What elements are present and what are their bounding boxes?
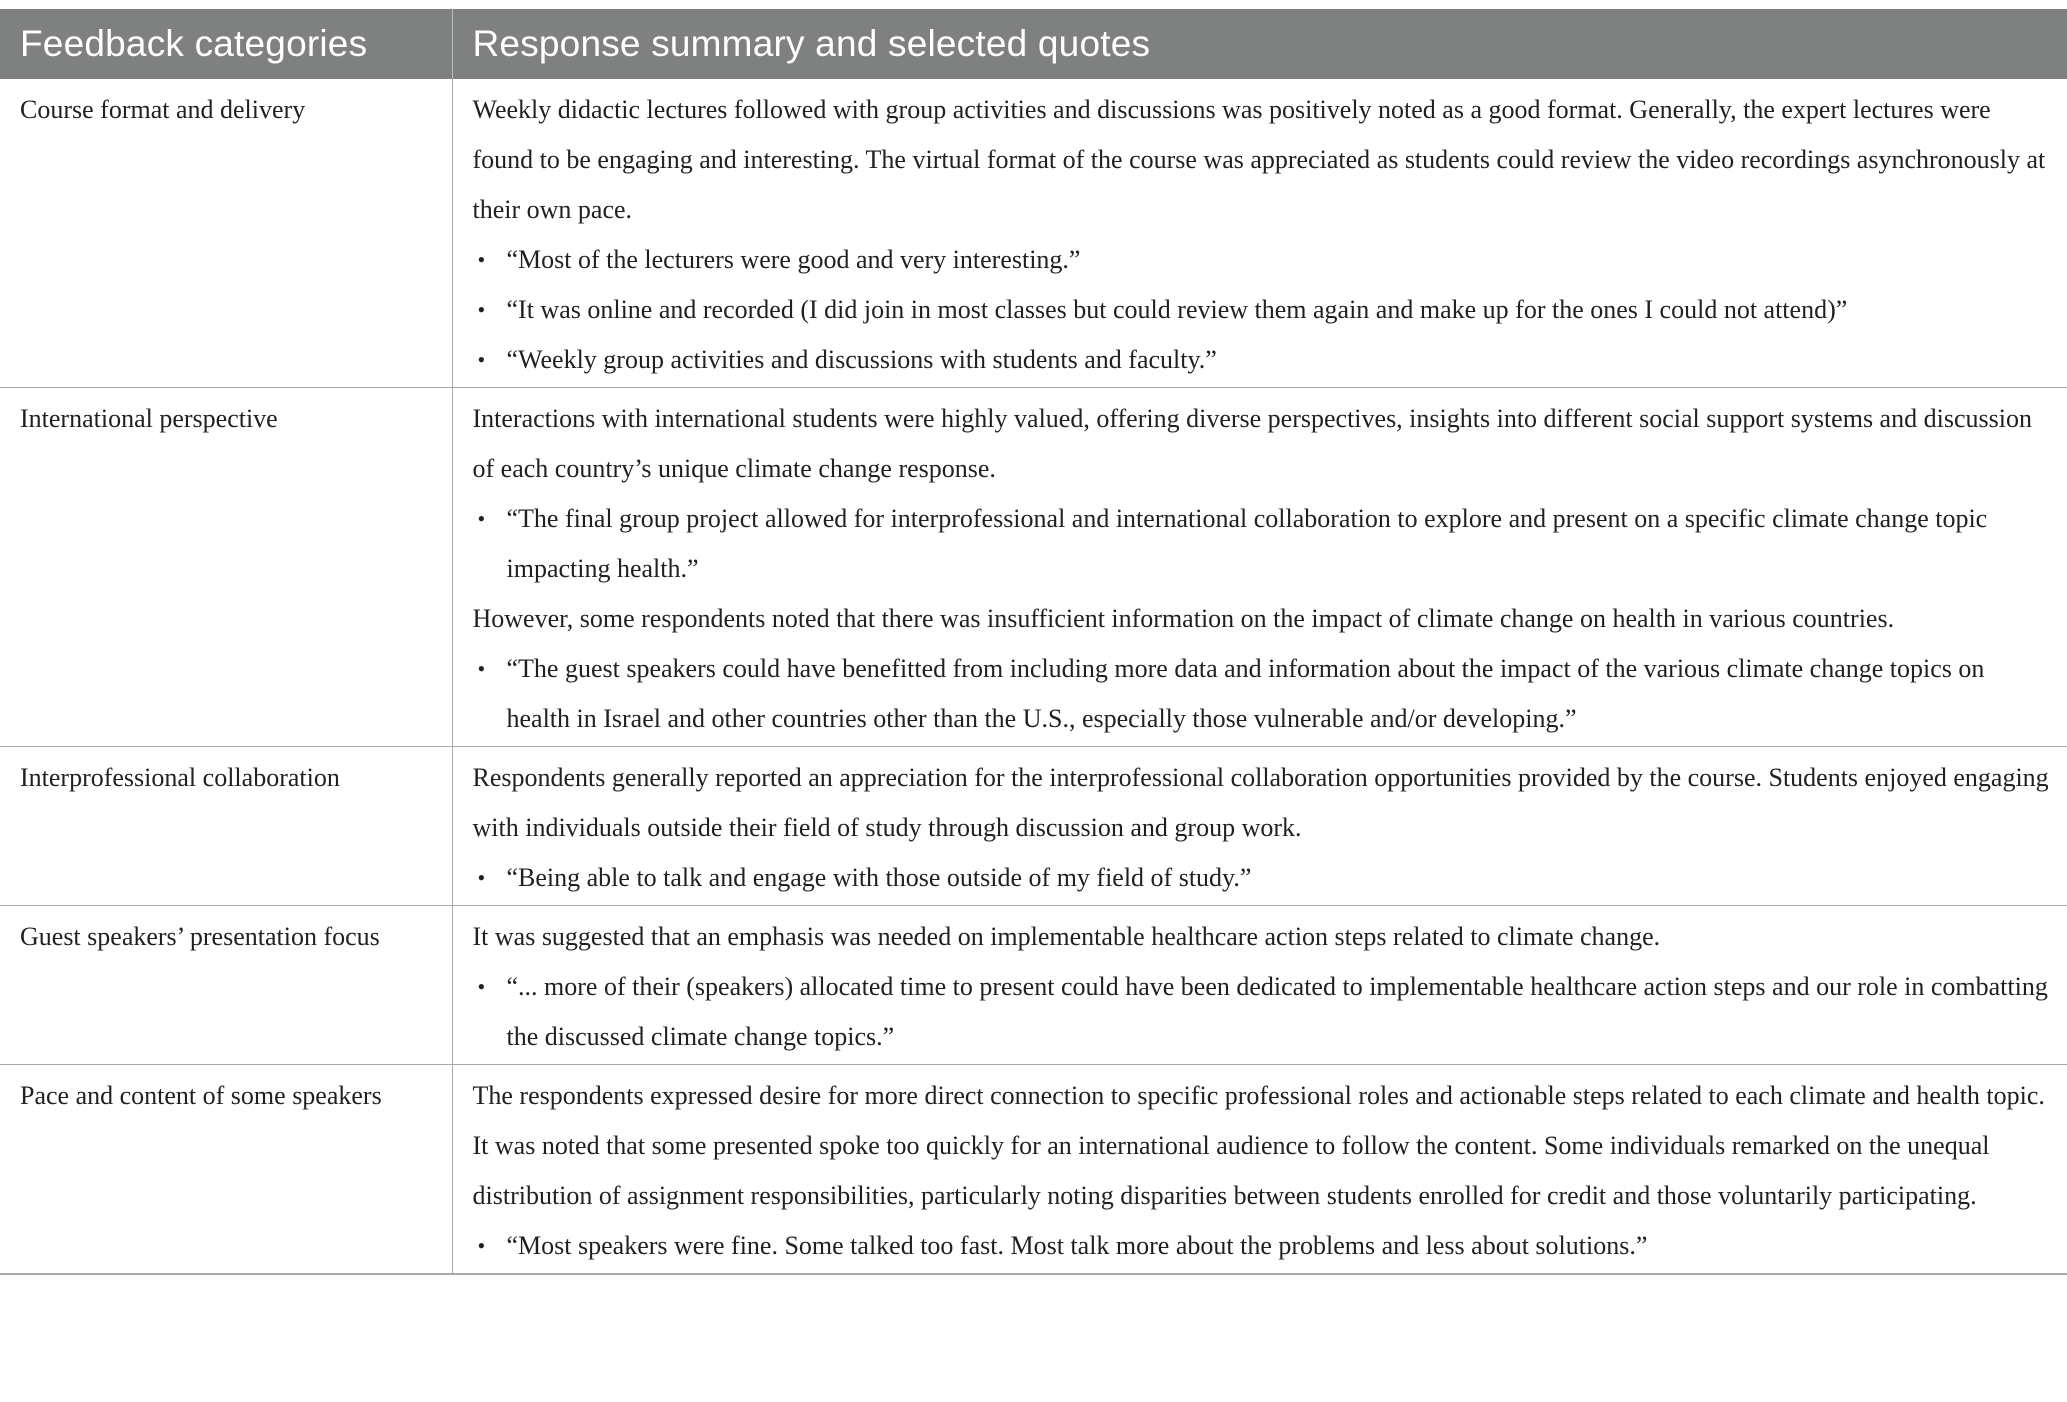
summary-paragraph: Weekly didactic lectures followed with group activities and discussions was positively noted as a good format. Generally, the expert lectures were found to be engaging and interesting. The virtual format of the course was appreciated as students could review the video recordings asynchronously at their own pace. xyxy=(472,95,2046,224)
table-header xyxy=(0,9,2067,79)
summary-paragraph: It was suggested that an emphasis was needed on implementable healthcare action steps related to climate change. xyxy=(472,922,1661,951)
summary-paragraph: Interactions with international students were highly valued, offering diverse perspectives, insights into different social support systems and discussion of each country’s unique climate change response. xyxy=(472,404,2032,483)
feedback-category-cell: Interprofessional collaboration xyxy=(0,747,452,906)
response-summary-cell xyxy=(452,79,2067,388)
table-row xyxy=(0,747,2067,906)
quote-list xyxy=(473,644,2054,744)
feedback-category-cell: Pace and content of some speakers xyxy=(0,1065,452,1275)
feedback-category-cell: Course format and delivery xyxy=(0,79,452,388)
quote-list xyxy=(473,853,2054,903)
header-feedback-categories: Feedback categories xyxy=(0,9,452,79)
quote-list-item: • “Weekly group activities and discussions with students and faculty.” xyxy=(473,335,2054,385)
quote-list-item: • “Most of the lecturers were good and very interesting.” xyxy=(473,235,2054,285)
summary-paragraph: The respondents expressed desire for more direct connection to specific professional roles and actionable steps related to each climate and health topic. It was noted that some presented spoke too quickly for an international audience to follow the content. Some individuals remarked on the unequal distribution of assignment responsibilities, particularly noting disparities between students enrolled for credit and those voluntarily participating. xyxy=(472,1081,2045,1210)
quote-list-item: • “The final group project allowed for interprofessional and international collaboration to explore and present on a specific climate change topic impacting health.” xyxy=(473,494,2054,594)
table-row xyxy=(0,79,2067,388)
feedback-category-cell: Guest speakers’ presentation focus xyxy=(0,906,452,1065)
header-response-summary: Response summary and selected quotes xyxy=(452,9,2067,79)
response-summary-cell xyxy=(452,388,2067,747)
quote-list xyxy=(473,962,2054,1062)
summary-paragraph: Respondents generally reported an appreciation for the interprofessional collaboration opportunities provided by the course. Students enjoyed engaging with individuals outside their field of study through discussion and group work. xyxy=(472,763,2049,842)
table-body xyxy=(0,79,2067,1274)
response-summary-cell xyxy=(452,747,2067,906)
quote-list-item: • “Being able to talk and engage with those outside of my field of study.” xyxy=(473,853,2054,903)
table-row xyxy=(0,1065,2067,1275)
quote-list-item: • “... more of their (speakers) allocated time to present could have been dedicated to implementable healthcare action steps and our role in combatting the discussed climate change topics.” xyxy=(473,962,2054,1062)
quote-list xyxy=(473,494,2054,594)
feedback-table-container xyxy=(0,9,2067,1275)
feedback-table xyxy=(0,9,2067,1275)
table-row xyxy=(0,388,2067,747)
response-summary-cell xyxy=(452,1065,2067,1275)
header-row xyxy=(0,9,2067,79)
quote-list-item: • “It was online and recorded (I did join in most classes but could review them again and make up for the ones I could not attend)” xyxy=(473,285,2054,335)
quote-list xyxy=(473,235,2054,385)
quote-list-item: • “Most speakers were fine. Some talked too fast. Most talk more about the problems and less about solutions.” xyxy=(473,1221,2054,1271)
quote-list-item: • “The guest speakers could have benefitted from including more data and information about the impact of the various climate change topics on health in Israel and other countries other than the U.S., especially those vulnerable and/or developing.” xyxy=(473,644,2054,744)
feedback-category-cell: International perspective xyxy=(0,388,452,747)
table-row xyxy=(0,906,2067,1065)
response-summary-cell xyxy=(452,906,2067,1065)
summary-paragraph: However, some respondents noted that there was insufficient information on the impact of climate change on health in various countries. xyxy=(472,604,1895,633)
quote-list xyxy=(473,1221,2054,1271)
